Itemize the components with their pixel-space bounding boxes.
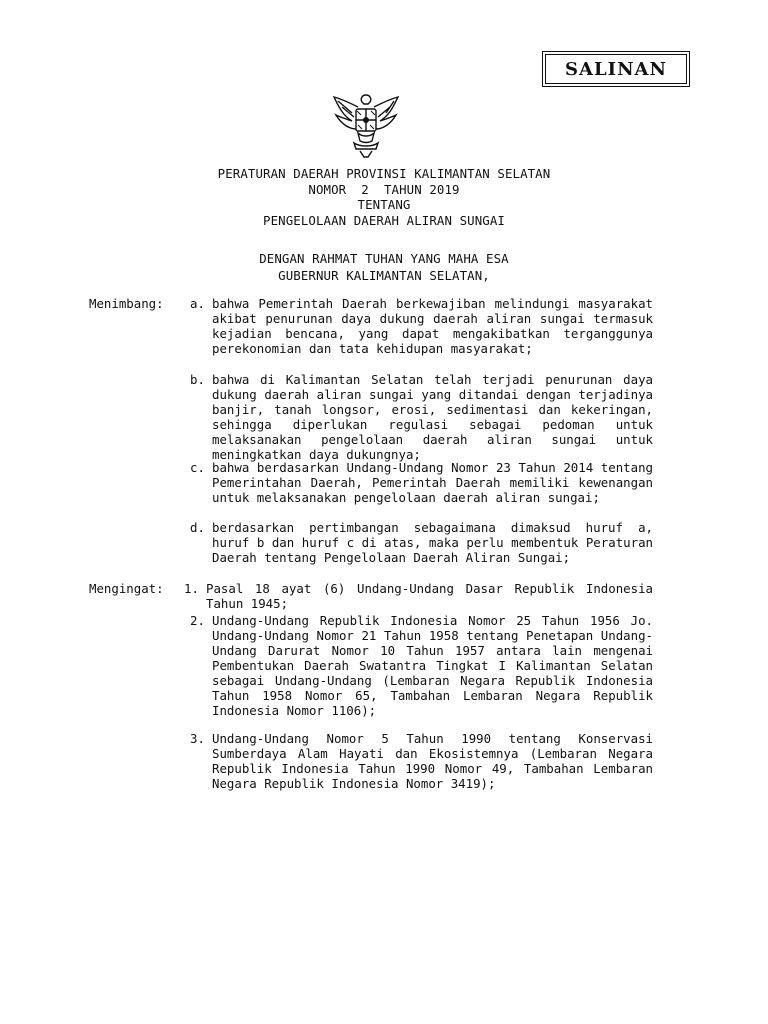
menimbang-marker-a: a. [190,296,205,311]
menimbang-item-b: bahwa di Kalimantan Selatan telah terjadi penurunan daya dukung daerah aliran sungai yang ditandai dengan terjadinya banjir, tanah longsor, erosi, sedimentasi dan kekeringan, sehingga diperlukan regulasi sebagai pedoman untuk melaksanakan pengelolaan daerah aliran sungai untuk meningkatkan daya dukungnya; [212,372,653,463]
regulation-number: NOMOR 2 TAHUN 2019 [308,181,460,197]
mengingat-marker-2: 2. [190,613,205,628]
mengingat-item-2: Undang-Undang Republik Indonesia Nomor 25 Tahun 1956 Jo. Undang-Undang Nomor 21 Tahun 1958 tentang Penetapan Undang-Undang Darurat Nomor 10 Tahun 1957 antara lain mengenai Pembentukan Daerah Swatantra Tingkat I Kalimantan Selatan sebagai Undang-Undang (Lembaran Negara Republik Indonesia Tahun 1958 Nomor 65, Tambahan Lembaran Negara Republik Indonesia Nomor 1106); [212,613,653,719]
mengingat-item-3: Undang-Undang Nomor 5 Tahun 1990 tentang Konservasi Sumberdaya Alam Hayati dan Ekosistemnya (Lembaran Negara Republik Indonesia Tahun 1990 Nomor 49, Tambahan Lembaran Negara Republik Indonesia Nomor 3419); [212,731,653,792]
mengingat-marker-3: 3. [190,731,205,746]
menimbang-item-c: bahwa berdasarkan Undang-Undang Nomor 23 Tahun 2014 tentang Pemerintahan Daerah, Pemerintah Daerah memiliki kewenangan untuk melaksanakan pengelolaan daerah aliran sungai; [212,460,653,506]
garuda-pancasila-emblem-icon [328,85,404,161]
regulation-about-label: TENTANG [357,197,411,212]
menimbang-item-d: berdasarkan pertimbangan sebagaimana dimaksud huruf a, huruf b dan huruf c di atas, maka perlu membentuk Peraturan Daerah tentang Pengelolaan Daerah Aliran Sungai; [212,520,653,566]
salinan-stamp: SALINAN [545,54,687,84]
regulation-heading [0,166,768,228]
regulation-title: PERATURAN DAERAH PROVINSI KALIMANTAN SELATAN [217,166,551,181]
menimbang-marker-c: c. [190,460,205,475]
mengingat-label: Mengingat: [89,581,164,596]
menimbang-marker-b: b. [190,372,205,387]
menimbang-marker-d: d. [190,520,205,535]
menimbang-item-a: bahwa Pemerintah Daerah berkewajiban melindungi masyarakat akibat penurunan daya dukung daerah aliran sungai termasuk kejadian bencana, yang dapat mengakibatkan terganggunya perekonomian dan tata kehidupan masyarakat; [212,296,653,357]
preamble-divine-grace: DENGAN RAHMAT TUHAN YANG MAHA ESA [259,251,509,266]
menimbang-label: Menimbang: [89,296,164,311]
mengingat-item-1: Pasal 18 ayat (6) Undang-Undang Dasar Republik Indonesia Tahun 1945; [206,581,653,612]
regulation-subject: PENGELOLAAN DAERAH ALIRAN SUNGAI [263,212,505,228]
preamble [0,250,768,284]
preamble-governor: GUBERNUR KALIMANTAN SELATAN, [278,268,490,283]
mengingat-marker-1: 1. [184,581,199,596]
